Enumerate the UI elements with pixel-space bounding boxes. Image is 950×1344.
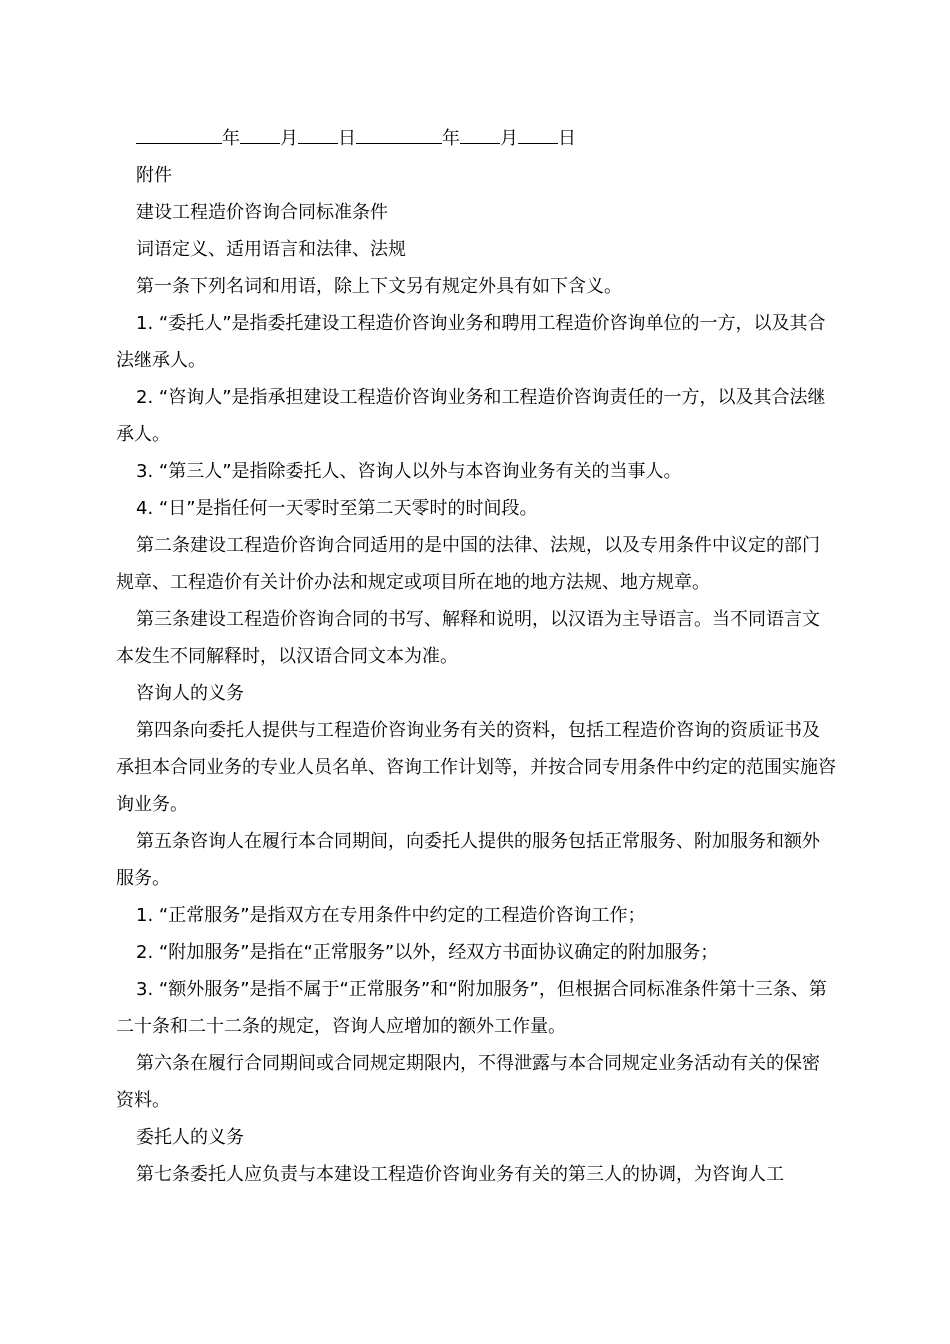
paragraph: 第一条下列名词和用语，除上下文另有规定外具有如下含义。 [136, 276, 622, 297]
year-label: 年 [442, 128, 460, 149]
paragraph: 咨询人的义务 [136, 683, 244, 704]
paragraph: 1. “正常服务”是指双方在专用条件中约定的工程造价咨询工作； [136, 905, 646, 926]
paragraph: 3. “额外服务”是指不属于“正常服务”和“附加服务”，但根据合同标准条件第十三条、第二十条和二十二条的规定，咨询人应增加的额外工作量。 [116, 979, 827, 1037]
month-label: 月 [280, 128, 298, 149]
paragraph: 第三条建设工程造价咨询合同的书写、解释和说明，以汉语为主导语言。当不同语言文本发生不同解释时，以汉语合同文本为准。 [116, 609, 820, 667]
paragraph: 词语定义、适用语言和法律、法规 [136, 239, 406, 260]
paragraph: 附件 [136, 165, 172, 186]
month-blank [240, 125, 280, 144]
paragraph: 第七条委托人应负责与本建设工程造价咨询业务有关的第三人的协调，为咨询人工 [136, 1164, 784, 1185]
paragraph: 4. “日”是指任何一天零时至第二天零时的时间段。 [136, 498, 538, 519]
day-label: 日 [338, 128, 356, 149]
day-blank [298, 125, 338, 144]
month-label: 月 [500, 128, 518, 149]
year-blank [356, 125, 442, 144]
paragraph: 第六条在履行合同期间或合同规定期限内，不得泄露与本合同规定业务活动有关的保密资料。 [116, 1053, 820, 1111]
month-blank [460, 125, 500, 144]
day-label: 日 [558, 128, 576, 149]
year-label: 年 [222, 128, 240, 149]
day-blank [518, 125, 558, 144]
paragraph: 建设工程造价咨询合同标准条件 [136, 202, 388, 223]
paragraph: 2. “咨询人”是指承担建设工程造价咨询业务和工程造价咨询责任的一方，以及其合法继承人。 [116, 387, 826, 445]
paragraph: 1. “委托人”是指委托建设工程造价咨询业务和聘用工程造价咨询单位的一方，以及其合法继承人。 [116, 313, 826, 371]
paragraph: 2. “附加服务”是指在“正常服务”以外，经双方书面协议确定的附加服务； [136, 942, 719, 963]
paragraph: 委托人的义务 [136, 1127, 244, 1148]
paragraph: 第五条咨询人在履行本合同期间，向委托人提供的服务包括正常服务、附加服务和额外服务。 [116, 831, 820, 889]
paragraph: 第四条向委托人提供与工程造价咨询业务有关的资料，包括工程造价咨询的资质证书及承担本合同业务的专业人员名单、咨询工作计划等，并按合同专用条件中约定的范围实施咨询业务。 [116, 720, 836, 815]
document-page [116, 120, 836, 1193]
paragraph: 3. “第三人”是指除委托人、咨询人以外与本咨询业务有关的当事人。 [136, 461, 682, 482]
signature-date-line [116, 120, 836, 157]
year-blank [136, 125, 222, 144]
paragraph: 第二条建设工程造价咨询合同适用的是中国的法律、法规，以及专用条件中议定的部门规章、工程造价有关计价办法和规定或项目所在地的地方法规、地方规章。 [116, 535, 820, 593]
